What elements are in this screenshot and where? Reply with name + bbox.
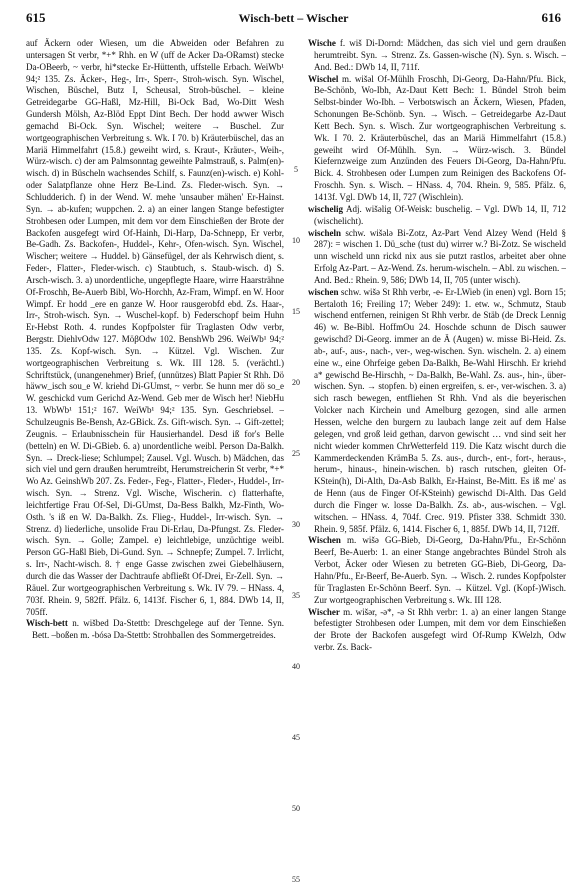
- entry-body: m. wišə GG-Bieb, Di-Georg, Da-Hahn/Pfu., Er-Schönn Beerf, Be-Auerb: 1. an einer Stange angebrachtes Bündel Stroh als Verbot, Äcker oder Wiesen zu betreten GG-Bieb, Di-Georg, Da-Hahn/Pfu., Er-Beerf, Be-Auerb. Syn. → Wisch. 2. rundes Kopfpolster für Traglasten Er-Schönn Beerf. Syn. → Kützel. Vgl. (Kopf-)Wisch. Zur wortgeographischen Verbreitung s. Wk. III 128.: [314, 535, 566, 605]
- dictionary-entry: [308, 74, 566, 204]
- line-number: 20: [292, 378, 300, 387]
- left-column: [26, 38, 284, 868]
- dictionary-entry: [308, 535, 566, 606]
- entry-body: f. wiš Di-Dornd: Mädchen, das sich viel und gern draußen herumtreibt. Syn. → Strenz. Zs. Gassen-wische (N). Syn. s. Wisch. – And. Bed.: DWb 14, II, 711f.: [314, 38, 566, 72]
- line-number: 55: [292, 875, 300, 884]
- dictionary-entry: [308, 38, 566, 74]
- dictionary-entry: [308, 228, 566, 287]
- line-number-gutter: [284, 38, 308, 884]
- dictionary-entry: [308, 287, 566, 536]
- entry-body: schw. wišələ Bi-Zotz, Az-Part Vend Alzey Wend (Held § 287): = wischen 1. Dü_sche (tust du) wirrer w.? Bi-Zotz. Se wischeld unn wischeld unn rickd nix aus sie putzt rastlos, arbeitet aber ohne Erfolg Az-Part. – Az-Wend. Zs. herum-wischeln. – Abl. zu wischen. – And. Bed.: Rhein. 9, 586; DWb 14, II, 705 (unter wisch).: [314, 227, 566, 285]
- entry-headword: Wischen: [308, 535, 341, 546]
- line-number: 35: [292, 591, 300, 600]
- entry-headword: Wischel: [308, 73, 339, 84]
- line-number: 15: [292, 307, 300, 316]
- entry-headword: wischen: [308, 286, 339, 297]
- line-number: 50: [292, 804, 300, 813]
- line-number: 40: [292, 662, 300, 671]
- entry-headword: wischeln: [308, 227, 342, 238]
- entry-headword: wischelig: [308, 203, 343, 214]
- entry-body: Adj. wišəlig Of-Weisk: buschelig. – Vgl. DWb 14, II, 712 (wischelicht).: [314, 203, 566, 226]
- line-number: 10: [292, 236, 300, 245]
- entry-continuation: auf Äckern oder Wiesen, um die Abweiden oder Befahren zu untersagen St verbr, *+* Rhh. en W (uff de Acker Da-ORamst) stecke Da-OBeerb, ~ verbr, hi*stecke Er-Hüttenth, uffstelle Erbach. WeiWb¹ 94;² 135. Zs. Äcker-, Heg-, Irr-, Sperr-, Stroh-wisch. Syn. Wischel, Wischen, Büschel, Butz I, Scheusal, Stroh-büschel. – kleine Getreidegarbe GG-Haßl, Mz-Hill, Bi-Ock Bad, Wo-Ditt Wesh Gundersh Mölsh, Az-Blöd Eppt Dint Bech. Der hodd awwer Wisch gemachd Bi-Ock. Syn. Wischel; weitere → Buschel. Zur wortgeographischen Verbreitung s. Wk. I 70. b) Kräuterbüschel, das an Mariä Himmelfahrt (15.8.) geweiht wird, s. Kraut-, Kräuter-, Weih-, Würz-wisch. c) der am Palmsonntag geweihte Palmstrauß, s. Palm(en)-wisch. d) in Büscheln wachsendes Schilf, s. Faunz(en)-wisch. e) Kohl- oder Salatpflanze ohne Herz Be-Lind. Zs. Fleder-wisch. Syn. → Schludderich. f) in der Wend. W. mehe 'unsauber mähen' Er-Hainst. Syn. → ab-kufen; wuppchen. 2. a) an einer langen Stange befestigter Strohbesen oder Lumpen, mit dem vor dem Einschießen der Brote der Backofen ausgefegt wird Of-Hainh, Di-Harp, Da-Schnepp, Er verbr, Be-Gadh. Zs. Backofen-, Huddel-, Kehr-, Ofen-wisch. Syn. Wischel, Wischer; weitere → Huddel. b) Gänsefügel, der als Kehrwisch dient, s. Feder-, Flatter-, Fleder-wisch. c) Staubtuch, s. Staub-wisch. d) S. Arsch-wisch. 3. a) unordentliche, ungepflegte Haare, wirre Haarsträhne Of-Froschh, Be-Auerb Bibl, Wo-Horchh, Az-Fram, Wimpf. en W. Hoor Wimpf. Er hodd _ere en ganze W. Hoor rausgerobfd ebd. Zs. Haar-, Irr-, Stroh-wisch. Syn. → Wuschel-kopf. b) Federschopf beim Huhn Er-Hebst Roth. 4. rundes Kopfpolster für Traglasten Odw verbr, Bergstr. DiehlvOdw 127. MöβOdw 102. BenshWb 296. WeiWb¹ 94;² 135. Zs. Kopf-wisch. Syn. → Kützel. Vgl. Wischen. Zur wortgeographischen Verbreitung s. Wk. III 128. 5. (verächtl.) Schriftstück, (unangenehmer) Brief, (unnützes) Blatt Papier St Rhh. Dö häww_isch sou_e W. kriehd Di-GUmst, ~ verbr. Se hunn mer dö so_e W. geschickd vum Gerichd Az-Wend. Geb mer de Wisch her! NiebHu 13. WbWb¹ 151;² 167. WeiWb¹ 94;² 135. Syn. Geschriebsel. – Schulzeugnis Be-Bensh, Az-GBick. Zs. Gift-wisch. Syn. → Gift-zettel; Zeugnis. – Erlaubnisschein für Hausierhandel. Desd iß for's Belle (betteln) en W. Di-GBieb. 6. a) unordentliche weibl. Person Da-Balkh. Syn. → Dreck-liese; Schlumpel; Zausel. Vgl. Wusch. b) Mädchen, das sich viel und gern draußen herumtreibt, Herumstreicherin St verbr, *+* Wo Az. GeinshWb 207. Zs. Feder-, Feg-, Flatter-, Fleder-, Huddel-, Irr-wisch. Syn. → Strenz. Vgl. Wische, Wischerin. c) flatterhafte, leichtfertige Frau Of-Sel, Di-GUmst, Da-Bess Balkh, Mz-Finth, Wo-Osth. 's iß en W. Da-Balkh. Zs. Flieg-, Huddel-, Irr-wisch. Syn. → Strenz. d) liederliche, unsolide Frau Di-Erlau, Da-Pfungst. Zs. Fleder-wisch. Syn. → Golle; Zampel. e) leichtlebige, unzüchtige weibl. Person GG-Haßl Bieb, Di-Gund. Syn. → Schnepfe; Zumpel. 7. Irrlicht, s. Irr-, Nacht-wisch. 8. † enge Gasse zwischen zwei Giebelhäusern, durch die das Wasser der Dachtraufe abfließt Of-Drei, Er-Zell. Syn. → Räuel. Zur wortgeographischen Verbreitung s. Wk. IV 79. – HNass. 4, 703f. Rhein. 9, 582ff. Pfälz. 6, 1413f. Fischer 6, 1, 884. DWb 14, II, 705ff.: [26, 38, 284, 617]
- right-column: [308, 38, 566, 868]
- page-header: [26, 10, 561, 28]
- line-number: 30: [292, 520, 300, 529]
- entry-body: n. wišbed Da-Stettb: Dreschgelege auf der Tenne. Syn. Bett. –boßen m. -bósə Da-Stettb: Strohballen des Sommergetreides.: [32, 618, 284, 641]
- dictionary-entry: [308, 204, 566, 228]
- line-number: 45: [292, 733, 300, 742]
- entry-body: m. wišəl Of-Mühlh Froschh, Di-Georg, Da-Hahn/Pfu. Bick, Be-Schönb, Wo-Ibh, Az-Daut Kett Bech: 1. Bündel Stroh beim Selbst-binder Wo-Ibh. – Verbotswisch an Äckern, Wiesen, Pfaden, Schonungen Be-Schönb. Syn. → Wisch. – Getreidegarbe Az-Daut Kett Bech. Syn. s. Wisch. Zur wortgeographischen Verbreitung s. Wk. I 70. 2. Kräuterbüschel, das an Mariä Himmelfahrt (15.8.) geweiht wird Of-Mühlh. Syn. → Würz-wisch. 3. Bündel Kiefernzweige zum Anzünden des Feuers Di-Georg, Da-Hahn/Pfu. Bick. 4. Strohbesen oder Lumpen zum Reinigen des Backofens Of-Froschh. Syn. s. Wisch. – HNass. 4, 704. Rhein. 9, 585. Pfälz. 6, 1413f. Vgl. DWb 14, II, 727 (Wischlein).: [314, 73, 566, 202]
- entry-headword: Wisch-bett: [26, 618, 68, 629]
- line-number: 5: [294, 165, 298, 174]
- running-head: Wisch-bett – Wischer: [238, 11, 349, 25]
- entry-body: schw. wišə St Rhh verbr, -e- Er-LWieb (in enen) vgl. Born 15; Bertaloth 16; Freiling 17; Weber 249): 1. etw. w., Schmutz, Staub wischend entfernen, reinigen St Rhh verbr. de Stäb (de Dreck Lennig 46) w. Be-Bibl. HoffmOu 24. Hoschde schunn de Disch sauwer gewischd? Di-Georg. immer an de Ä (Augen) w. misse Bi-Heid. Zs. ab-, auf-, aus-, nach-, ver-, weg-wischen. Syn. wischeln. 2. a) einem eine w., eine Ohrfeige geben Da-Balkh, Be-Wahl Hirschh. Er kriehd a* gewischd Be-Hirschh, ~ Da-Balkh, Be-Wahl. Zs. aus-, hin-, über-wischen. Syn. → stopfen. b) einen ergreifen, s. er-, ver-wischen. 3. a) sich rasch bewegen, entfliehen St Rhh. Vnd als die beyerischen Volcker nach Kirchein und Amelburg gezogen, sind alle armen Hessen, welche den burgern zu laubach lange zeit auf dem Halse gelegen, vnd groß leid gethan, darvon gewischt … vnd sind seit her nicht wieder kommen ChrWetterfeld 119. Die Katz wischt durch die Kammerdeckenden KrämBa 5. Zs. aus-, durch-, ent-, fort-, heraus-, herum-, hinaus-, hinein-wischen. b) rasch rutschen, gleiten Of-KStein(h), Di-Alth, Da-Asb Balkh, Er-Hainst, Be-Mitt. Es iß me' as de Henn (aus de Finger Of-KSteinh) gewischd Di-Alth. Das Geld durch die Finger w. losse Da-Balkh. Zs. ab-, aus-wischen. – Vgl. witschen. – HNass. 4, 704f. Crec. 919. Pfister 338. Schmidt 330. Rhein. 9, 585f. Pfälz. 6, 1414. Fischer 6, 1, 885f. DWb 14, II, 712ff.: [314, 286, 566, 534]
- page-number-right: 616: [541, 10, 561, 25]
- entry-body: m. wišər, -ə*, -ə St Rhh verbr: 1. a) an einer langen Stange befestigter Strohbesen oder Lumpen, mit dem vor dem Einschießen der Brote der Backofen ausgefegt wird Of-Rump KWelzh, Odw verbr. Zs. Back-: [314, 606, 566, 653]
- page-number-left: 615: [26, 10, 46, 25]
- line-number: 25: [292, 449, 300, 458]
- dictionary-entry: [26, 618, 284, 642]
- entry-headword: Wische: [308, 38, 336, 48]
- dictionary-entry: [308, 607, 566, 654]
- entry-headword: Wischer: [308, 606, 340, 617]
